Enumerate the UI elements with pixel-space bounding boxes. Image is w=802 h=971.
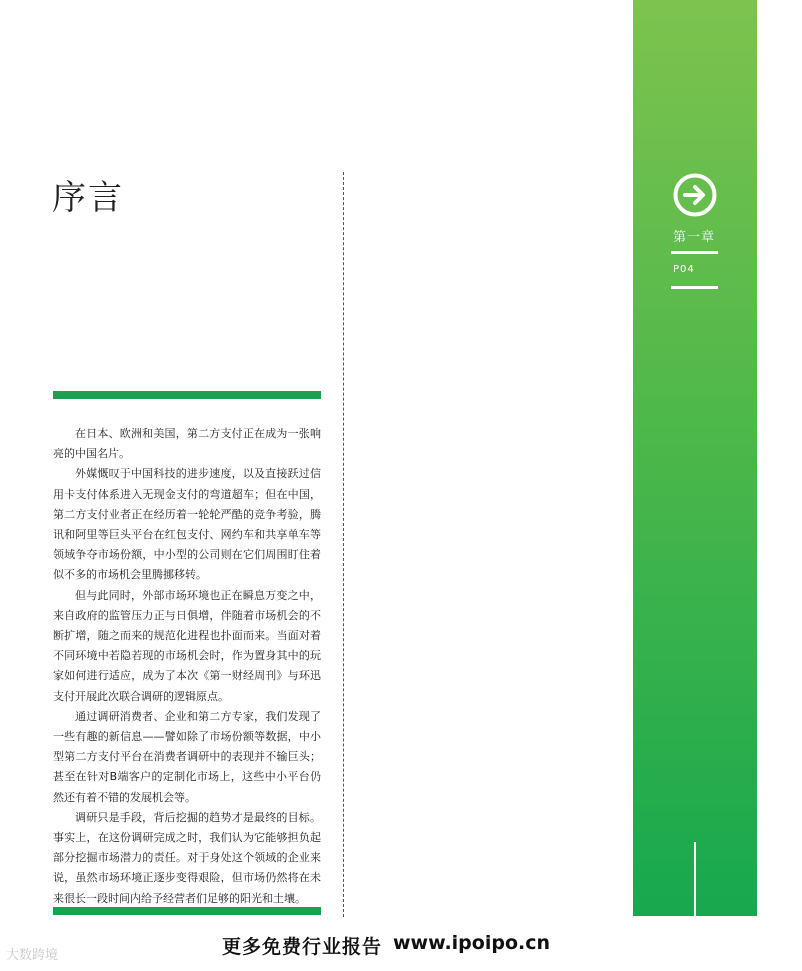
body-text bbox=[53, 424, 321, 909]
chapter-side-panel bbox=[633, 0, 757, 916]
top-accent-bar bbox=[53, 391, 321, 399]
panel-rule bbox=[671, 251, 718, 254]
watermark: 大数跨境 bbox=[6, 948, 59, 963]
footer-promo-text: 更多免费行业报告 bbox=[222, 936, 383, 958]
column-divider bbox=[343, 172, 344, 917]
panel-vertical-line bbox=[694, 842, 696, 916]
paragraph: 在日本、欧洲和美国，第二方支付正在成为一张响亮的中国名片。 bbox=[53, 427, 321, 461]
arrow-right-circle-icon[interactable] bbox=[673, 173, 717, 217]
chapter-label: 第一章 bbox=[673, 230, 716, 245]
page-title: 序言 bbox=[52, 178, 124, 218]
panel-rule bbox=[671, 286, 718, 289]
footer-url[interactable]: www.ipoipo.cn bbox=[393, 932, 551, 954]
paragraph: 外媒慨叹于中国科技的进步速度，以及直接跃过信用卡支付体系进入无现金支付的弯道超车；但在中国，第二方支付业者正在经历着一轮轮严酷的竞争考验，腾讯和阿里等巨头平台在红包支付、网约车和共享单车等领域争夺市场份额，中小型的公司则在它们周围盯住着似不多的市场机会里腾挪移转。 bbox=[53, 467, 321, 582]
page-number: P04 bbox=[673, 264, 695, 275]
paragraph: 但与此同时，外部市场环境也正在瞬息万变之中，来自政府的监管压力正与日俱增，伴随着市场机会的不断扩增，随之而来的规范化进程也扑面而来。当面对着不同环境中若隐若现的市场机会时，作为置身其中的玩家如何进行适应，成为了本次《第一财经周刊》与环迅支付开展此次联合调研的逻辑原点。 bbox=[53, 588, 321, 703]
paragraph: 调研只是手段，背后挖掘的趋势才是最终的目标。事实上，在这份调研完成之时，我们认为它能够担负起部分挖掘市场潜力的责任。对于身处这个领域的企业来说，虽然市场环境正逐步变得艰险，但市场仍然将在未来很长一段时间内给予经营者们足够的阳光和土壤。 bbox=[53, 810, 321, 905]
bottom-accent-bar bbox=[53, 907, 321, 915]
paragraph: 通过调研消费者、企业和第二方专家，我们发现了一些有趣的新信息——譬如除了市场份额等数据，中小型第二方支付平台在消费者调研中的表现并不输巨头；甚至在针对B端客户的定制化市场上，这些中小平台仍然还有着不错的发展机会等。 bbox=[53, 709, 321, 804]
